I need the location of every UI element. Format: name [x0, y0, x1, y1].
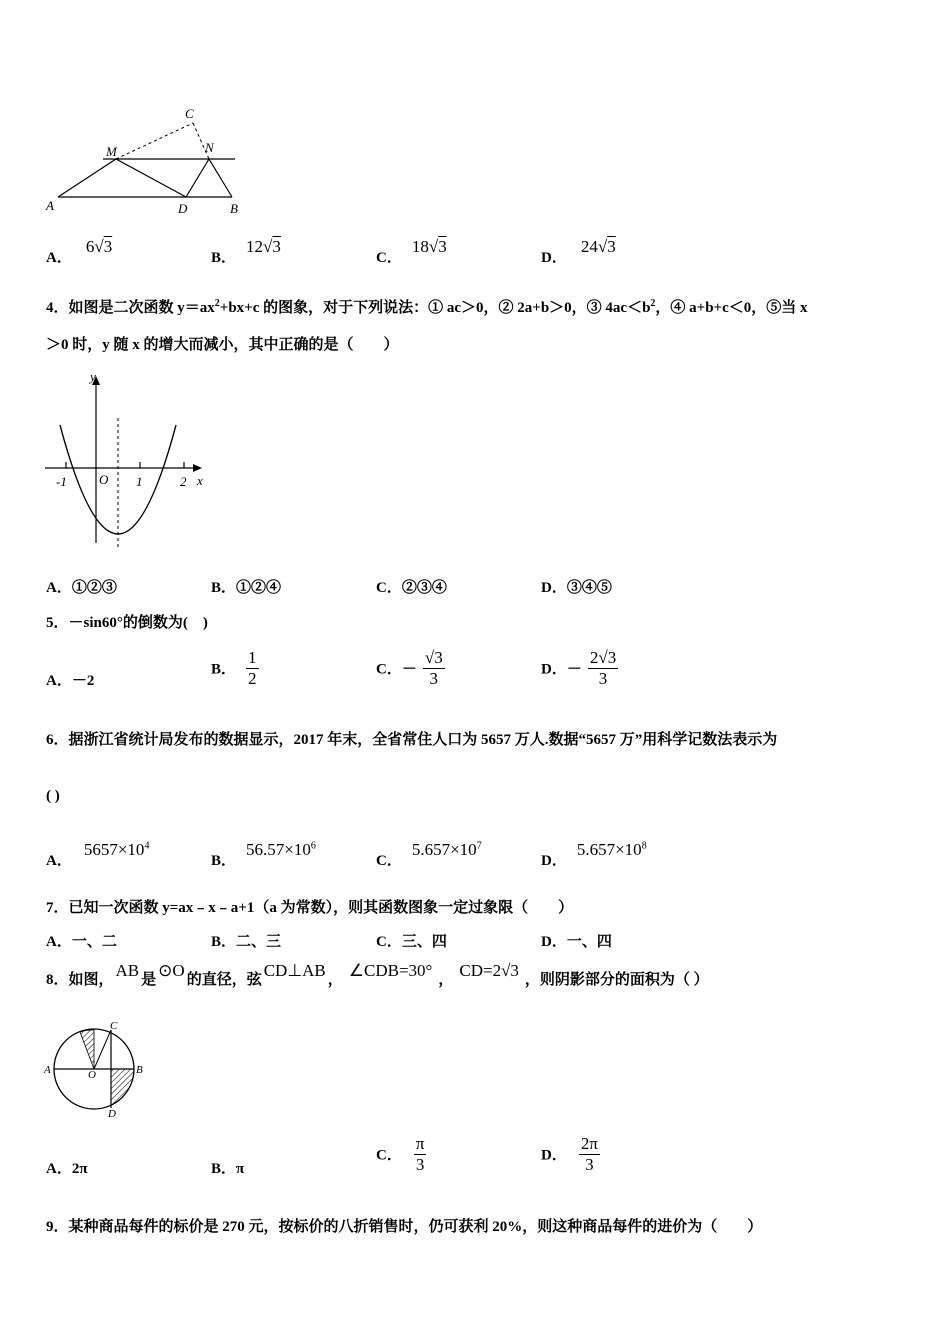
q8-stem: 8．如图， AB 是 ⊙O 的直径，弦 CD⊥AB ， ∠CDB=30° ， CD=2√3 ，则阴影部分的面积为（ ）	[46, 961, 709, 988]
label-M: M	[106, 144, 117, 159]
circle-label-D: D	[108, 1108, 116, 1120]
q8-option-b[interactable]: B．π	[211, 1161, 245, 1177]
label-C: C	[185, 106, 194, 121]
q4-stem-line1: 4．如图是二次函数 $y=ax^2+bx+c$ 的图象，对于下列说法：① ac＞0，② 2a+b＞0，③ $4ac<b^2$，④ a+b+c＜0，⑤当 x	[46, 298, 808, 316]
label-B: B	[230, 201, 238, 216]
label-N: N	[205, 140, 214, 155]
q5-option-d[interactable]: D．－ $\frac{2√3}{3}$	[541, 648, 617, 688]
q7-option-d[interactable]: D．一、四	[541, 934, 612, 950]
q4-parabola-figure	[40, 368, 220, 558]
q5-stem: 5．－sin60°的倒数为( )	[46, 615, 208, 631]
q4-option-c[interactable]: C．②③④	[376, 580, 447, 596]
tick-label-2: 2	[180, 474, 187, 489]
q3-option-b-value: 12√3	[246, 237, 281, 256]
q5-option-a[interactable]: A．－2	[46, 673, 95, 689]
q8-option-d[interactable]: D． $\frac{2\pi}{3}$	[541, 1134, 598, 1174]
q3-option-b[interactable]: B．12√3	[211, 237, 281, 266]
q5-option-c[interactable]: C．－ $\frac{√3}{3}$	[376, 648, 443, 688]
q3-option-d[interactable]: D．24√3	[541, 237, 616, 266]
q6-option-a[interactable]: A．$5657\times 10^4$	[46, 840, 150, 869]
q6-option-c[interactable]: C．$5.657\times 10^7$	[376, 840, 482, 869]
circle-label-C: C	[110, 1020, 118, 1032]
q6-option-b[interactable]: B．$56.57\times 10^6$	[211, 840, 316, 869]
q4-option-a[interactable]: A．①②③	[46, 580, 117, 596]
q6-option-d[interactable]: D．$5.657\times 10^8$	[541, 840, 647, 869]
q4-option-b[interactable]: B．①②④	[211, 580, 282, 596]
label-A: A	[46, 198, 54, 213]
q3-option-c[interactable]: C．18√3	[376, 237, 447, 266]
q7-option-c[interactable]: C．三、四	[376, 934, 447, 950]
y-axis-label: y	[90, 369, 96, 384]
q7-option-a[interactable]: A．一、二	[46, 934, 117, 950]
q5-option-b[interactable]: B． $\frac{1}{2}$	[211, 648, 257, 688]
q3-option-a[interactable]: A．6√3	[46, 237, 113, 266]
x-axis-label: x	[197, 473, 203, 488]
origin-label: O	[99, 472, 109, 487]
q4-stem-line2: ＞0 时，y 随 x 的增大而减小，其中正确的是（ ）	[46, 337, 399, 353]
q7-stem: 7．已知一次函数 y=ax﹣x﹣a+1（a 为常数），则其函数图象一定过象限（ ）	[46, 900, 574, 916]
circle-label-A: A	[44, 1064, 51, 1076]
label-D: D	[178, 201, 188, 216]
tick-label-neg1: -1	[56, 474, 67, 489]
q8-circle-figure	[40, 1018, 160, 1122]
q9-stem: 9．某种商品每件的标价是 270 元，按标价的八折销售时，仍可获利 20%，则这种商品每件的进价为（ ）	[46, 1219, 763, 1235]
q8-option-c[interactable]: C． $\frac{\pi}{3}$	[376, 1134, 425, 1174]
tick-label-1: 1	[136, 474, 143, 489]
q6-stem: 6．据浙江省统计局发布的数据显示，2017 年末，全省常住人口为 5657 万人.数据“5657 万”用科学记数法表示为	[46, 732, 778, 748]
q3-option-d-value: 24√3	[580, 237, 616, 256]
q3-option-c-value: 18√3	[411, 237, 447, 256]
q3-figure	[40, 100, 250, 220]
q4-option-d[interactable]: D．③④⑤	[541, 580, 612, 596]
q7-option-b[interactable]: B．二、三	[211, 934, 282, 950]
circle-label-B: B	[136, 1064, 143, 1076]
q8-option-a[interactable]: A．2π	[46, 1161, 88, 1177]
q6-answer-paren: ( )	[46, 788, 60, 804]
circle-label-O: O	[88, 1069, 96, 1081]
q3-option-a-value: 6√3	[85, 237, 113, 256]
